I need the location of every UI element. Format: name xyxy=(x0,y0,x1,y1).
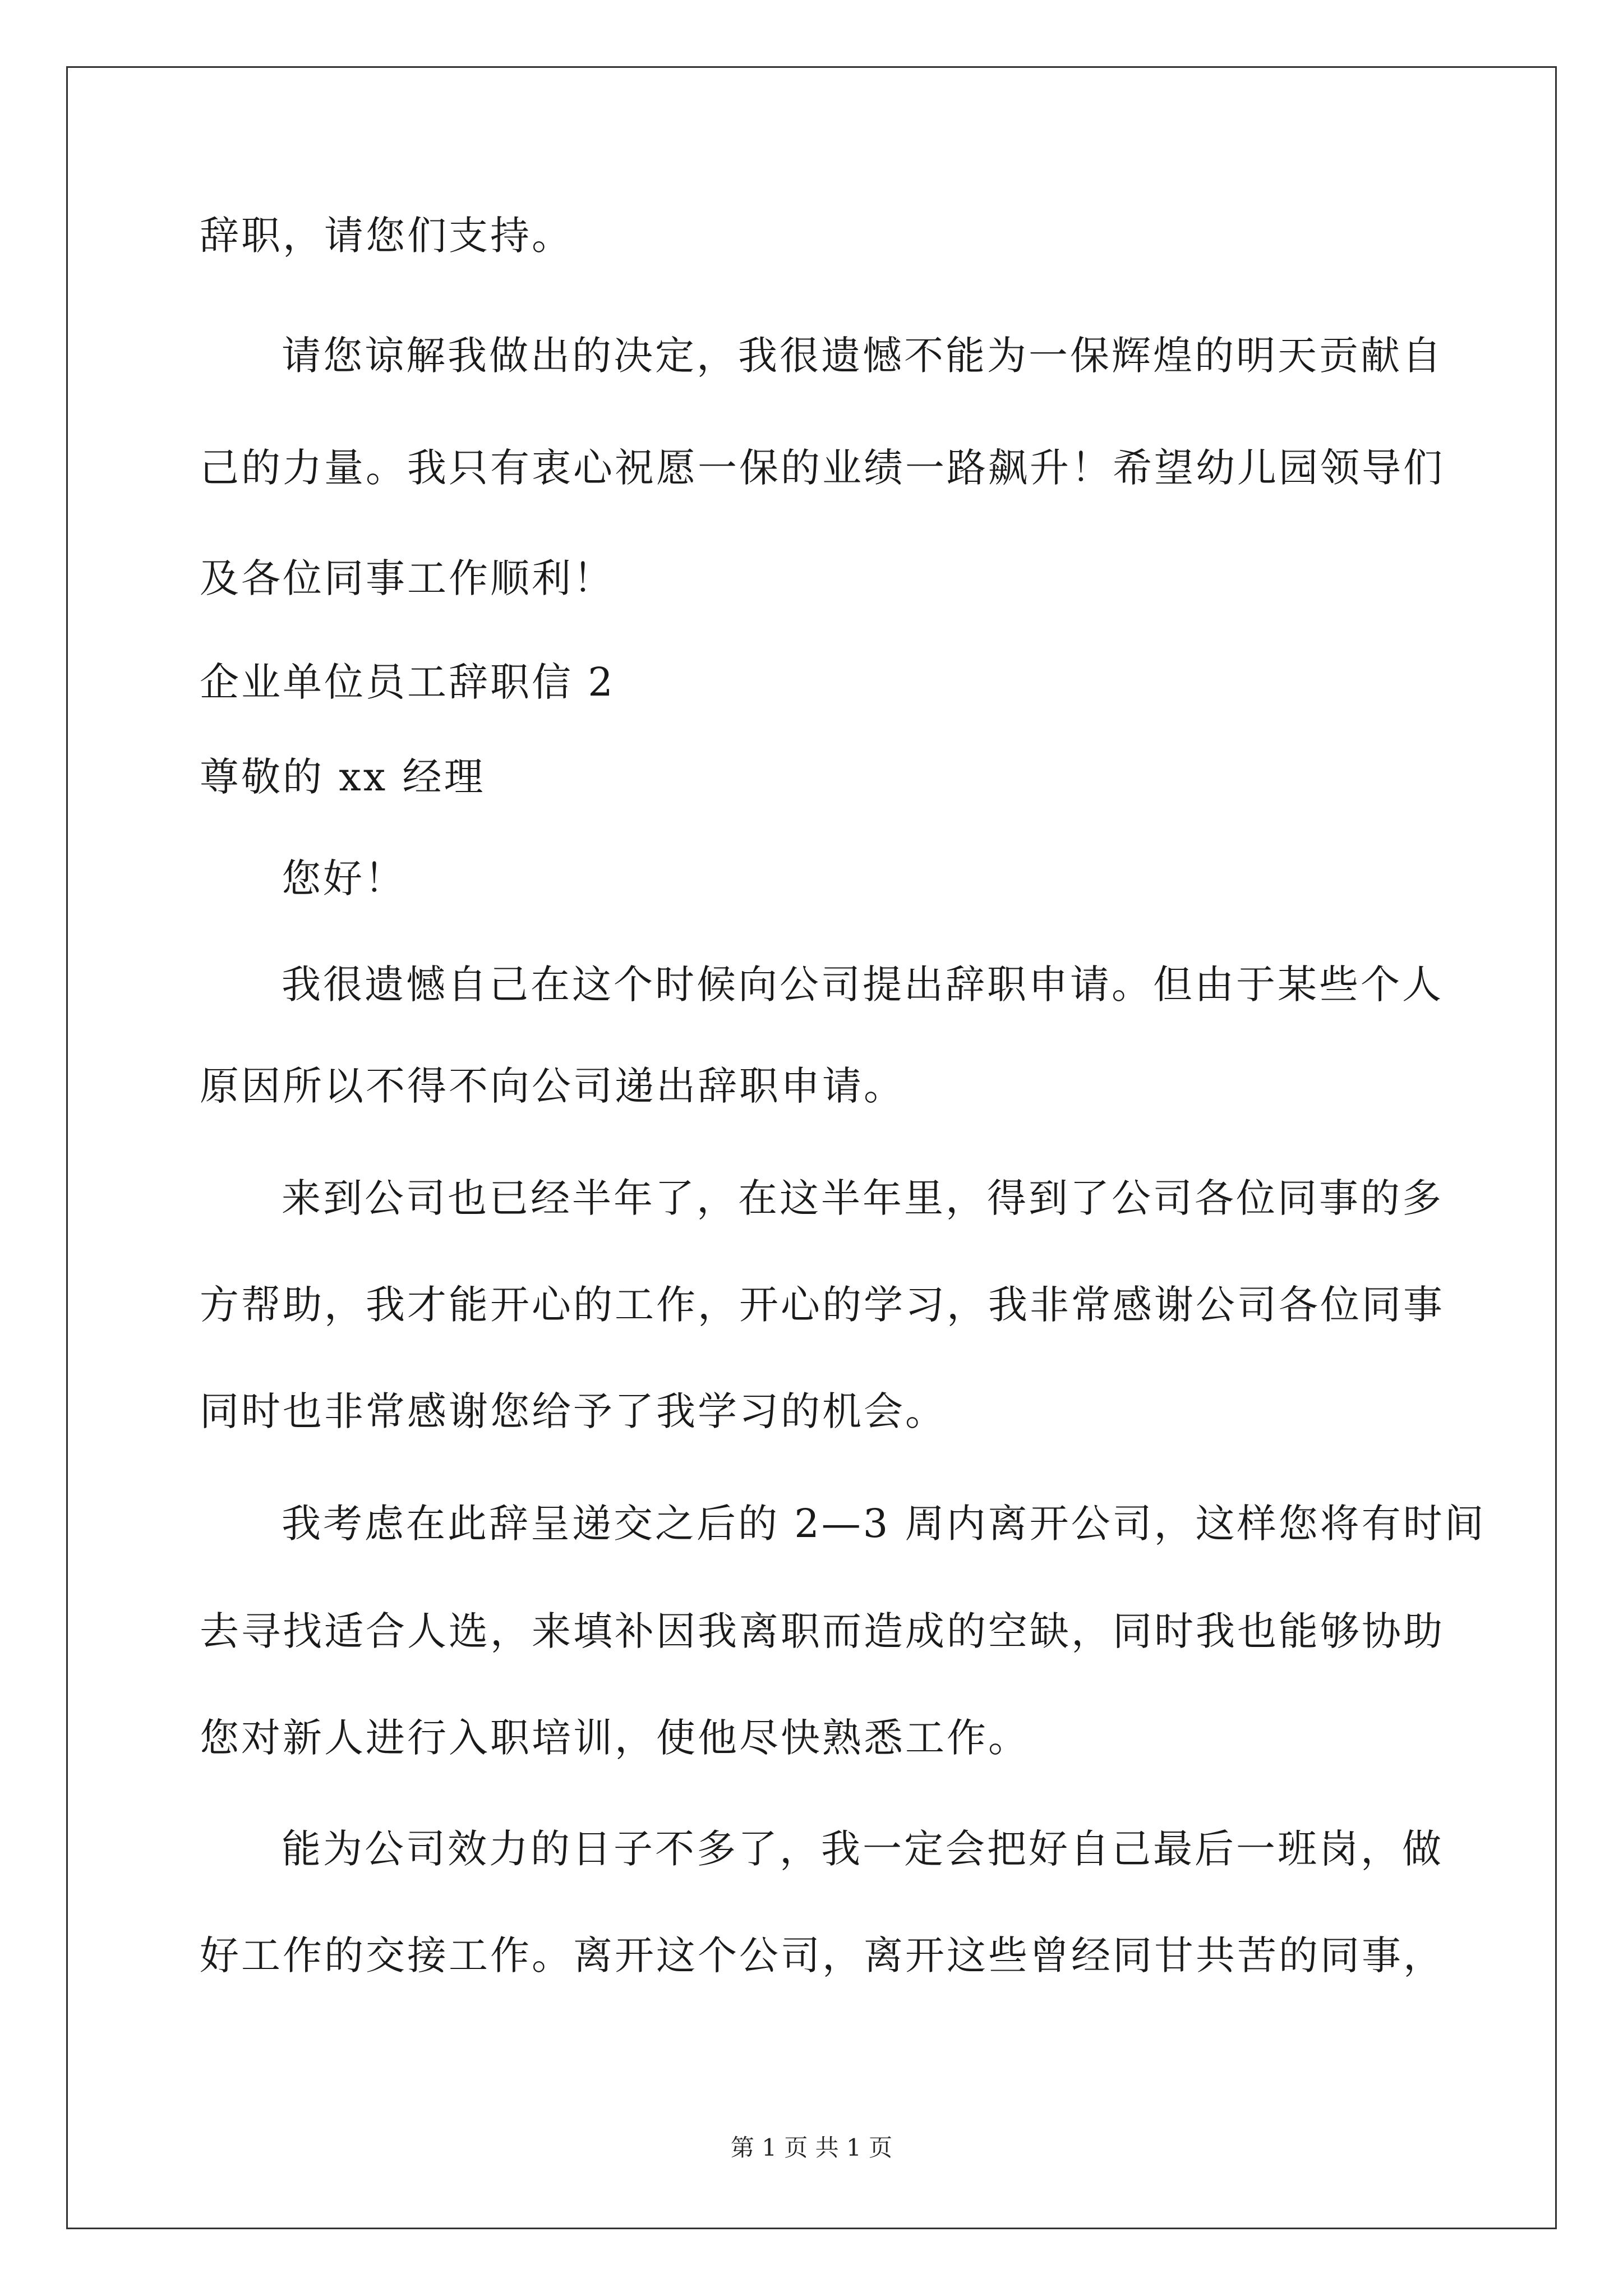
text-line: 好工作的交接工作。离开这个公司，离开这些曾经同甘共苦的同事， xyxy=(200,1932,1445,1978)
text-line: 方帮助，我才能开心的工作，开心的学习，我非常感谢公司各位同事 xyxy=(200,1282,1445,1328)
text-line: 同时也非常感谢您给予了我学习的机会。 xyxy=(200,1388,947,1434)
paragraph-line: 我很遗憾自己在这个时候向公司提出辞职申请。但由于某些个人 xyxy=(282,961,1444,1007)
paragraph-line: 能为公司效力的日子不多了，我一定会把好自己最后一班岗，做 xyxy=(282,1826,1444,1872)
salutation: 尊敬的 xx 经理 xyxy=(200,754,486,800)
text-line: 去寻找适合人选，来填补因我离职而造成的空缺，同时我也能够协助 xyxy=(200,1608,1445,1654)
greeting: 您好！ xyxy=(282,855,406,901)
paragraph-line: 我考虑在此辞呈递交之后的 2—3 周内离开公司，这样您将有时间 xyxy=(282,1501,1486,1547)
paragraph-line: 来到公司也已经半年了，在这半年里，得到了公司各位同事的多 xyxy=(282,1175,1444,1221)
page-number-footer: 第 1 页 共 1 页 xyxy=(730,2134,893,2161)
text-line: 己的力量。我只有衷心祝愿一保的业绩一路飙升！希望幼儿园领导们 xyxy=(200,445,1445,491)
text-line: 原因所以不得不向公司递出辞职申请。 xyxy=(200,1063,905,1109)
text-line: 您对新人进行入职培训，使他尽快熟悉工作。 xyxy=(200,1715,1030,1761)
text-line: 及各位同事工作顺利！ xyxy=(200,555,615,601)
text-line: 辞职，请您们支持。 xyxy=(200,213,573,259)
page-border xyxy=(66,66,1557,2229)
paragraph-line: 请您谅解我做出的决定，我很遗憾不能为一保辉煌的明天贡献自 xyxy=(282,333,1444,379)
section-heading: 企业单位员工辞职信 2 xyxy=(200,659,615,705)
